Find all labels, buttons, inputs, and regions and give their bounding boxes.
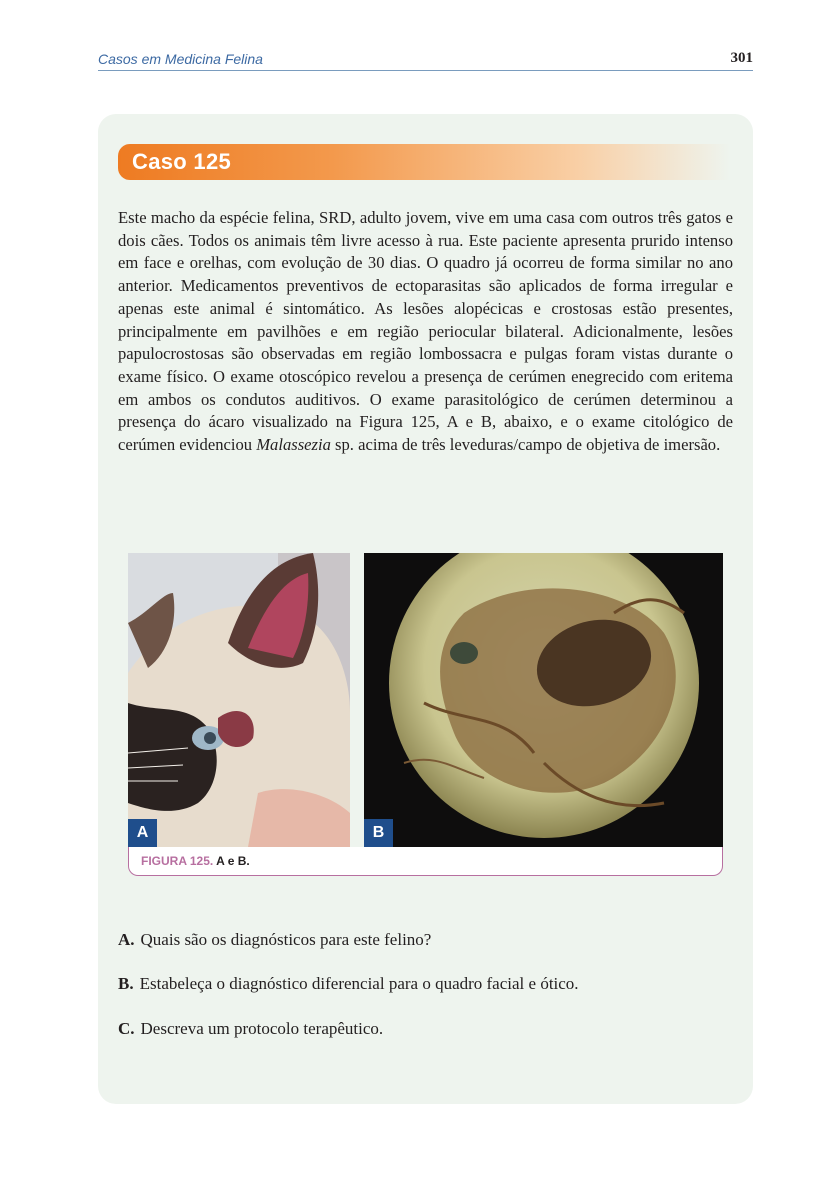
case-description [118, 207, 733, 457]
figure-caption-box [128, 847, 723, 876]
question-text: Quais são os diagnósticos para este felino? [140, 930, 432, 949]
case-title: Caso 125 [132, 149, 232, 174]
question-a [118, 930, 431, 950]
case-text-part-1: Este macho da espécie felina, SRD, adulto jovem, vive em uma casa com outros três gatos e dois cães. Todos os animais têm livre acesso à rua. Este paciente apresenta prurido intenso em face e orelhas, com evolução de 30 dias. O quadro já ocorreu de forma similar no ano anterior. Medicamentos preventivos de ectoparasitas são aplicados de forma irregular e apenas este animal é sintomático. As lesões alopécicas e crostosas estão presentes, principalmente em pavilhões e em região periocular bilateral. Adicionalmente, lesões papulocrostosas são observadas em região lombossacra e pulgas foram vistas durante o exame físico. O exame otoscópico revelou a presença de cerúmen enegrecido com eritema em ambos os condutos auditivos. O exame parasitológico de cerúmen determinou a presença do ácaro visualizado na Figura 125, A e B, abaixo, e o exame citológico de cerúmen evidenciou [118, 208, 733, 455]
case-banner [118, 144, 730, 180]
case-panel [98, 114, 753, 1104]
figure-caption [141, 854, 250, 868]
case-text-part-2: sp. acima de três leveduras/campo de objetiva de imersão. [330, 435, 721, 455]
question-text: Estabeleça o diagnóstico diferencial para o quadro facial e ótico. [139, 974, 579, 993]
case-text-italic-species: Malassezia [256, 435, 331, 455]
question-letter: C. [118, 1019, 135, 1038]
question-c [118, 1019, 383, 1039]
cat-face-photo [128, 553, 350, 847]
microscope-photo [364, 553, 723, 847]
question-b [118, 974, 579, 994]
panel-label-b: B [364, 819, 393, 847]
figure-id: FIGURA 125. [141, 854, 214, 868]
question-letter: A. [118, 930, 135, 949]
question-letter: B. [118, 974, 134, 993]
cat-face-illustration [128, 553, 350, 847]
figure-125 [128, 553, 723, 877]
figure-caption-text: A e B. [213, 854, 250, 868]
mite-microscopy-illustration [364, 553, 723, 847]
panel-label-a: A [128, 819, 157, 847]
page-number: 301 [730, 50, 753, 66]
question-text: Descreva um protocolo terapêutico. [140, 1019, 384, 1038]
running-title: Casos em Medicina Felina [98, 51, 263, 67]
running-header [98, 50, 753, 71]
